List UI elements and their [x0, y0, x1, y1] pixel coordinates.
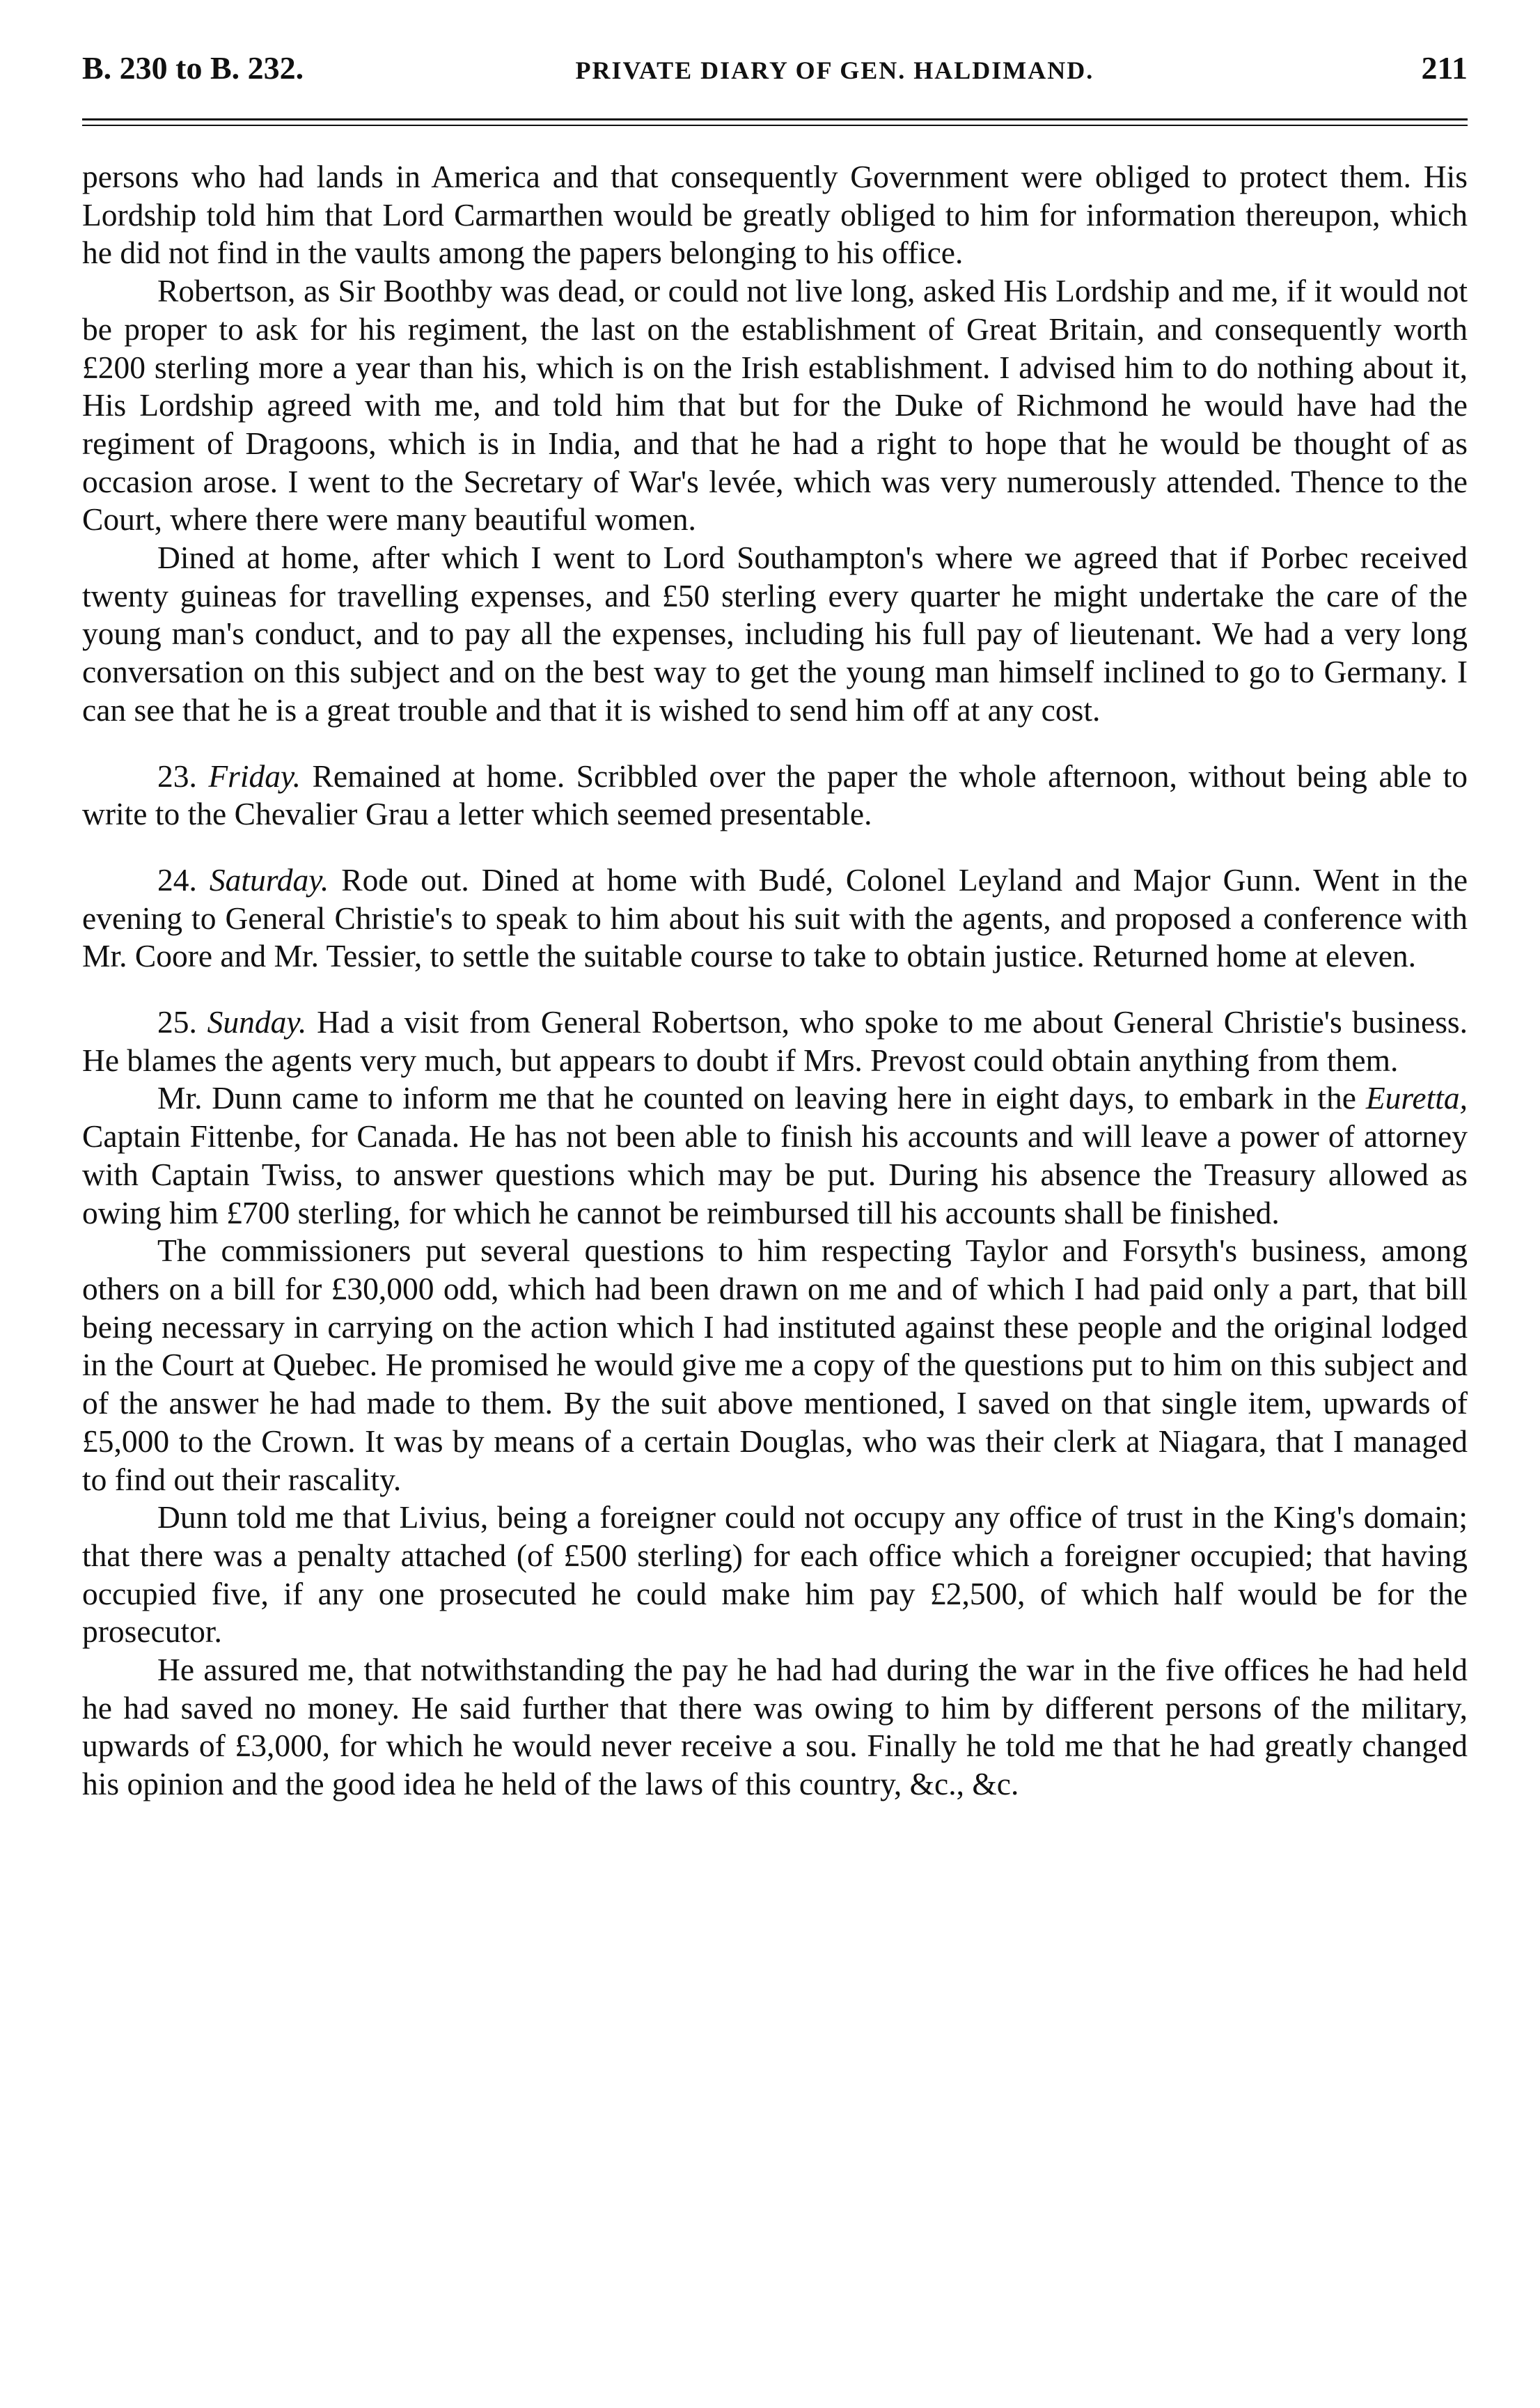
paragraph-text: Mr. Dunn came to inform me that he counted on leaving here in eight days, to embark in the [157, 1080, 1356, 1116]
paragraph: He assured me, that notwithstanding the pay he had had during the war in the five offices he had held he had saved no money. He said further that there was owing to him by different persons of the military, upwards of £3,000, for which he would never receive a sou. Finally he told me that he had greatly changed his opinion and the good idea he held of the laws of this country, &c., &c. [82, 1652, 1468, 1802]
entry-separator [82, 834, 1468, 861]
diary-entry-24 [82, 861, 1468, 976]
entry-date-number: 25. [157, 1004, 197, 1040]
diary-entry-23 [82, 758, 1468, 834]
entry-separator [82, 730, 1468, 758]
document-range: B. 230 to B. 232. [82, 50, 304, 86]
entry-day-name: Friday. [208, 758, 301, 794]
header-rule-bottom [82, 125, 1468, 126]
paragraph: Dunn told me that Livius, being a foreigner could not occupy any office of trust in the King's domain; that there was a penalty attached (of £500 sterling) for each office which a foreigner occupied; that having occupied five, if any one prosecuted he could make him pay £2,500, of which half would be for the prosecutor. [82, 1499, 1468, 1650]
paragraph [82, 1079, 1468, 1232]
header-rule-top [82, 118, 1468, 120]
entry-day-name: Saturday. [209, 861, 329, 898]
running-title: PRIVATE DIARY OF GEN. HALDIMAND. [575, 56, 1094, 84]
paragraph-text: Captain Fittenbe, for Canada. He has not been able to finish his accounts and will leave a power of attorney with Captain Twiss, to answer questions which may be put. During his absence the Treasury allowed as owing him £700 sterling, for which he cannot be reimbursed till his accounts shall be finished. [82, 1118, 1468, 1230]
paragraph: Robertson, as Sir Boothby was dead, or could not live long, asked His Lordship and me, if it would not be proper to ask for his regiment, the last on the establishment of Great Britain, and consequently worth £200 sterling more a year than his, which is on the Irish establishment. I advised him to do nothing about it, His Lordship agreed with me, and told him that but for the Duke of Richmond he would have had the regiment of Dragoons, which is in India, and that he had a right to hope that he would be thought of as occasion arose. I went to the Secretary of War's levée, which was very numerously attended. Thence to the Court, where there were many beautiful women. [82, 273, 1468, 538]
diary-body [82, 158, 1468, 1804]
ship-name: Euretta, [1365, 1080, 1468, 1116]
entry-text: Had a visit from General Robertson, who spoke to me about General Christie's business. He blames the agents very much, but appears to doubt if Mrs. Prevost could obtain anything from them. [82, 1004, 1468, 1078]
paragraph: Dined at home, after which I went to Lord Southampton's where we agreed that if Porbec received twenty guineas for travelling expenses, and £50 sterling every quarter he might undertake the care of the young man's conduct, and to pay all the expenses, including his full pay of lieutenant. We had a very long conversation on this subject and on the best way to get the young man himself inclined to go to Germany. I can see that he is a great trouble and that it is wished to send him off at any cost. [82, 540, 1468, 728]
page-number: 211 [1421, 50, 1468, 86]
entry-date-number: 23. [157, 758, 197, 794]
paragraph: The commissioners put several questions to him respecting Taylor and Forsyth's business, among others on a bill for £30,000 odd, which had been drawn on me and of which I had paid only a part, that bill being necessary in carrying on the action which I had instituted against these people and the original lodged in the Court at Quebec. He promised he would give me a copy of the questions put to him on this subject and of the answer he had made to them. By the suit above mentioned, I saved on that single item, upwards of £5,000 to the Crown. It was by means of a certain Douglas, who was their clerk at Niagara, that I managed to find out their rascality. [82, 1233, 1468, 1497]
page-header [82, 28, 1468, 109]
entry-day-name: Sunday. [207, 1004, 307, 1040]
entry-separator [82, 976, 1468, 1003]
document-page [82, 28, 1468, 1804]
paragraph: persons who had lands in America and that consequently Government were obliged to protect them. His Lordship told him that Lord Carmarthen would be greatly obliged to him for information thereupon, which he did not find in the vaults among the papers belonging to his office. [82, 159, 1468, 271]
entry-text: Remained at home. Scribbled over the paper the whole afternoon, without being able to write to the Chevalier Grau a letter which seemed presentable. [82, 758, 1468, 832]
entry-date-number: 24. [157, 861, 197, 898]
entry-text: Rode out. Dined at home with Budé, Colonel Leyland and Major Gunn. Went in the evening to General Christie's to speak to him about his suit with the agents, and proposed a conference with Mr. Coore and Mr. Tessier, to settle the suitable course to take to obtain justice. Returned home at eleven. [82, 861, 1468, 974]
diary-entry-25 [82, 1003, 1468, 1079]
